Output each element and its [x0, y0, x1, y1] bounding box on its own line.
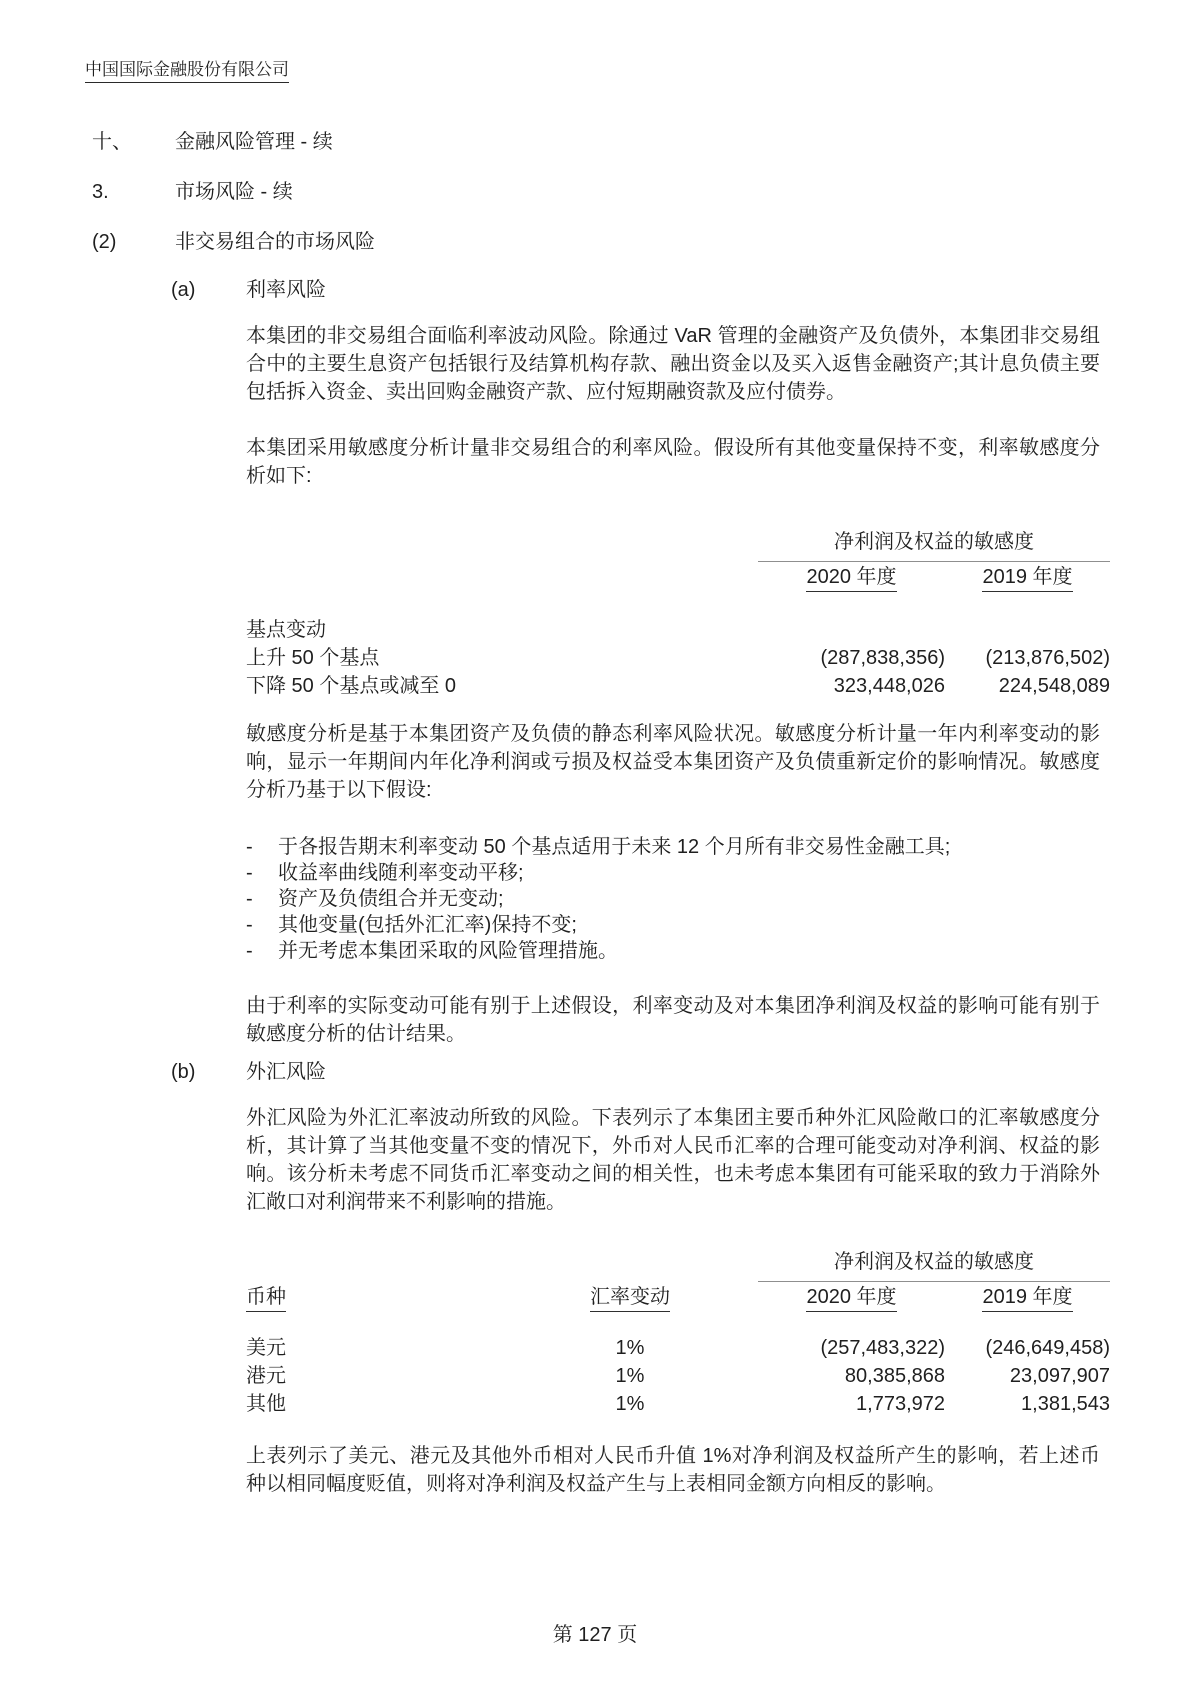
table2-row2-2019-value: 23,097,907: [1009, 1365, 1110, 1387]
subsection-b-marker: (b): [171, 1061, 196, 1083]
assumption-text: 并无考虑本集团采取的风险管理措施。: [278, 940, 618, 962]
table-row: [246, 1390, 1110, 1418]
table2-col-change: 汇率变动: [590, 1285, 670, 1312]
subsection-b: [171, 1058, 1190, 1498]
table2-row3-2020-value: 1,773,972: [856, 1393, 945, 1415]
table1-group-header: 净利润及权益的敏感度: [758, 530, 1110, 562]
interest-rate-paragraph-3: 敏感度分析是基于本集团资产及负债的静态利率风险状况。敏感度分析计量一年内利率变动的影响，显示一年期间内年化净利润或亏损及权益受本集团资产及负债重新定价的影响情况。敏感度分析乃基于以下假设:: [246, 723, 1100, 801]
table1-col-2019: 2019 年度: [982, 565, 1072, 592]
dash-bullet-icon: -: [246, 862, 253, 884]
table2-row3-currency: 其他: [246, 1393, 286, 1415]
table1-row2-2019-value: 224,548,089: [998, 675, 1110, 697]
company-name: [85, 0, 1190, 81]
table2-row1-change: 1%: [615, 1337, 645, 1359]
dash-bullet-icon: -: [246, 940, 253, 962]
table1-row2-label: 下降 50 个基点或减至 0: [246, 675, 457, 697]
fx-sensitivity-table: [246, 1250, 1110, 1418]
table1-row2-2020-value: 323,448,026: [833, 675, 945, 697]
list-item: [246, 938, 1100, 964]
table1-row1-label: 上升 50 个基点: [246, 647, 380, 669]
list-item: [246, 834, 1100, 860]
section-3-number: 3.: [92, 181, 109, 203]
subsection-a: [171, 276, 1190, 1048]
table2-row2-currency: 港元: [246, 1365, 286, 1387]
subsection-a-marker: (a): [171, 279, 196, 301]
table2-row3-change: 1%: [615, 1393, 645, 1415]
table2-row1-currency: 美元: [246, 1337, 286, 1359]
assumption-text: 于各报告期末利率变动 50 个基点适用于未来 12 个月所有非交易性金融工具;: [278, 836, 951, 858]
company-name-text: 中国国际金融股份有限公司: [85, 60, 289, 83]
interest-rate-paragraph-2: 本集团采用敏感度分析计量非交易组合的利率风险。假设所有其他变量保持不变，利率敏感度分析如下:: [246, 437, 1100, 487]
dash-bullet-icon: -: [246, 888, 253, 910]
table-row: [246, 672, 1110, 700]
table1-col-2020: 2020 年度: [806, 565, 896, 592]
page-number: 第 127 页: [552, 1624, 638, 1646]
assumption-text: 其他变量(包括外汇汇率)保持不变;: [278, 914, 577, 936]
assumption-text: 资产及负债组合并无变动;: [278, 888, 504, 910]
assumption-text: 收益率曲线随利率变动平移;: [278, 862, 524, 884]
interest-rate-sensitivity-table: [246, 530, 1110, 700]
assumption-list: [246, 834, 1100, 964]
section-10-title: 金融风险管理 - 续: [175, 131, 333, 153]
dash-bullet-icon: -: [246, 836, 253, 858]
section-2-heading: [92, 228, 1190, 256]
table2-row3-2019-value: 1,381,543: [1021, 1393, 1110, 1415]
fx-paragraph-1: 外汇风险为外汇汇率波动所致的风险。下表列示了本集团主要币种外汇风险敞口的汇率敏感度分析，其计算了当其他变量不变的情况下，外币对人民币汇率的合理可能变动对净利润、权益的影响。该分析未考虑不同货币汇率变动之间的相关性，也未考虑本集团有可能采取的致力于消除外汇敞口对利润带来不利影响的措施。: [246, 1107, 1100, 1213]
table2-col-2020: 2020 年度: [806, 1285, 896, 1312]
table2-row2-change: 1%: [615, 1365, 645, 1387]
list-item: [246, 912, 1100, 938]
table2-column-header-row: [246, 1285, 1110, 1312]
list-item: [246, 860, 1100, 886]
list-item: [246, 886, 1100, 912]
table2-group-header-row: [246, 1250, 1110, 1282]
dash-bullet-icon: -: [246, 914, 253, 936]
fx-paragraph-2: 上表列示了美元、港元及其他外币相对人民币升值 1%对净利润及权益所产生的影响，若上述币种以相同幅度贬值，则将对净利润及权益产生与上表相同金额方向相反的影响。: [246, 1445, 1100, 1495]
table-row: [246, 1334, 1110, 1362]
table2-row1-2019-value: (246,649,458): [985, 1337, 1110, 1359]
table2-col-2019: 2019 年度: [982, 1285, 1072, 1312]
table2-row1-2020-value: (257,483,322): [820, 1337, 945, 1359]
table1-row-group-label-row: [246, 616, 1110, 644]
table1-year-header-row: [246, 565, 1110, 592]
table-row: [246, 644, 1110, 672]
section-3-heading: [92, 178, 1190, 206]
table1-group-header-row: [246, 530, 1110, 562]
table2-group-header: 净利润及权益的敏感度: [758, 1250, 1110, 1282]
table1-row1-2020-value: (287,838,356): [820, 647, 945, 669]
table2-row2-2020-value: 80,385,868: [844, 1365, 945, 1387]
section-10-number: 十、: [92, 131, 132, 153]
subsection-b-heading: [171, 1058, 1190, 1086]
table-row: [246, 1362, 1110, 1390]
interest-rate-paragraph-4: 由于利率的实际变动可能有别于上述假设，利率变动及对本集团净利润及权益的影响可能有别于敏感度分析的估计结果。: [246, 995, 1100, 1045]
section-10-heading: [92, 128, 1190, 156]
table1-row-group-label: 基点变动: [246, 619, 326, 641]
subsection-a-heading: [171, 276, 1190, 304]
section-2-title: 非交易组合的市场风险: [175, 231, 375, 253]
interest-rate-paragraph-1: 本集团的非交易组合面临利率波动风险。除通过 VaR 管理的金融资产及负债外，本集团非交易组合中的主要生息资产包括银行及结算机构存款、融出资金以及买入返售金融资产;其计息负债主要包括拆入资金、卖出回购金融资产款、应付短期融资款及应付债券。: [246, 325, 1100, 403]
section-3-title: 市场风险 - 续: [175, 181, 293, 203]
section-2-number: (2): [92, 231, 117, 253]
subsection-b-title: 外汇风险: [246, 1061, 326, 1083]
table1-row1-2019-value: (213,876,502): [985, 647, 1110, 669]
subsection-a-title: 利率风险: [246, 279, 326, 301]
table2-col-currency: 币种: [246, 1285, 286, 1312]
